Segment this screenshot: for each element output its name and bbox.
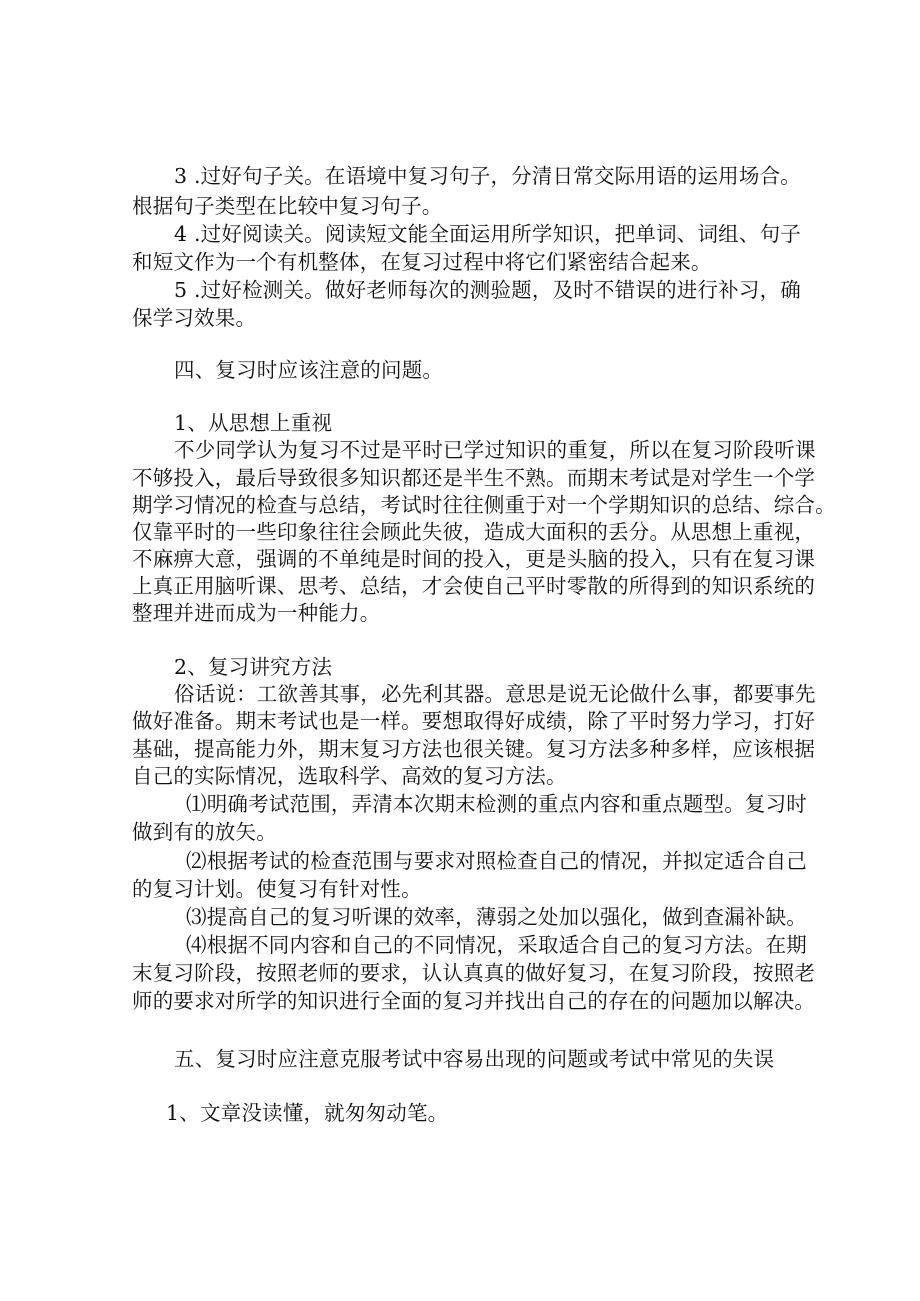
point-1-line-2: 做到有的放矢。 — [132, 820, 277, 844]
item-3-line-2: 根据句子类型在比较中复习句子。 — [132, 194, 443, 218]
subsection-1-line: 整理并进而成为一种能力。 — [132, 601, 381, 625]
subsection-1-line: 不麻痹大意，强调的不单纯是时间的投入，更是头脑的投入，只有在复习课 — [132, 547, 816, 571]
subsection-2-line: 自己的实际情况，选取科学、高效的复习方法。 — [132, 764, 567, 788]
subsection-1-line: 仅靠平时的一些印象往往会顾此失彼，造成大面积的丢分。从思想上重视， — [132, 520, 816, 544]
subsection-1-heading: 1、从思想上重视 — [174, 411, 333, 435]
subsection-2-line: 基础，提高能力外，期末复习方法也很关键。复习方法多种多样，应该根据 — [132, 737, 816, 761]
point-2-line-2: 的复习计划。使复习有针对性。 — [132, 877, 422, 901]
subsection-1-line: 不少同学认为复习不过是平时已学过知识的重复，所以在复习阶段听课 — [174, 438, 816, 462]
item-5-line-1: 5 .过好检测关。做好老师每次的测验题，及时不错误的进行补习，确 — [174, 278, 801, 302]
point-4-line-2: 末复习阶段，按照老师的要求，认认真真的做好复习，在复习阶段，按照老 — [132, 961, 816, 985]
subsection-1-line: 上真正用脑听课、思考、总结，才会使自己平时零散的所得到的知识系统的 — [132, 574, 816, 598]
point-3-line-1: ⑶提高自己的复习听课的效率，薄弱之处加以强化，做到查漏补缺。 — [186, 905, 807, 929]
subsection-1-line: 不够投入，最后导致很多知识都还是半生不熟。而期末考试是对学生一个学 — [132, 466, 816, 490]
point-4-line-3: 师的要求对所学的知识进行全面的复习并找出自己的存在的问题加以解决。 — [132, 989, 816, 1013]
point-2-line-1: ⑵根据考试的检查范围与要求对照检查自己的情况，并拟定适合自己 — [186, 849, 807, 873]
point-4-line-1: ⑷根据不同内容和自己的不同情况，采取适合自己的复习方法。在期 — [186, 933, 807, 957]
item-5-line-2: 保学习效果。 — [132, 306, 257, 330]
subsection-2-line: 做好准备。期末考试也是一样。要想取得好成绩，除了平时努力学习，打好 — [132, 709, 816, 733]
subsection-2-heading: 2、复习讲究方法 — [174, 655, 333, 679]
section-5-item-1: 1、文章没读懂，就匆匆动笔。 — [166, 1101, 449, 1125]
item-3-line-1: 3 .过好句子关。在语境中复习句子，分清日常交际用语的运用场合。 — [174, 164, 801, 188]
item-4-line-2: 和短文作为一个有机整体，在复习过程中将它们紧密结合起来。 — [132, 250, 712, 274]
section-5-heading: 五、复习时应注意克服考试中容易出现的问题或考试中常见的失误 — [174, 1047, 775, 1071]
item-4-line-1: 4 .过好阅读关。阅读短文能全面运用所学知识，把单词、词组、句子 — [174, 222, 801, 246]
point-1-line-1: ⑴明确考试范围，弄清本次期末检测的重点内容和重点题型。复习时 — [186, 792, 807, 816]
section-4-heading: 四、复习时应该注意的问题。 — [174, 358, 444, 382]
subsection-1-line: 期学习情况的检查与总结，考试时往往侧重于对一个学期知识的总结、综合。 — [132, 493, 836, 517]
subsection-2-line: 俗话说：工欲善其事，必先利其器。意思是说无论做什么事，都要事先 — [174, 682, 816, 706]
